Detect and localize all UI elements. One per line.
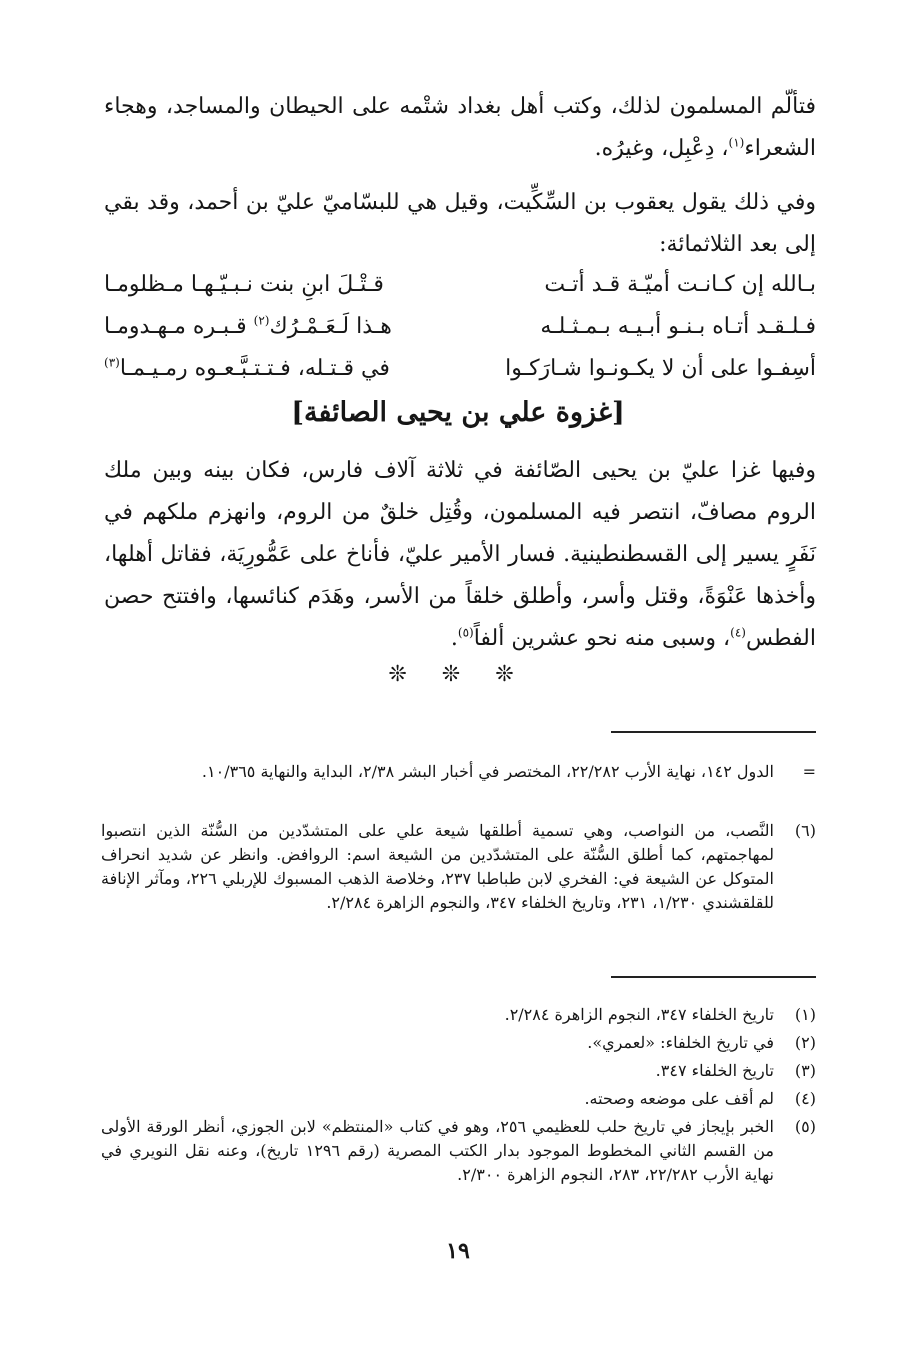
footnote-3-text: تاريخ الخلفاء ٣٤٧.: [655, 1061, 774, 1080]
verse-1-second-hemistich: [104, 272, 384, 297]
footnote-1-number: (١): [794, 1005, 816, 1024]
footnote-divider-top: [611, 731, 816, 733]
footnote-4-text: لم أقف على موضعه وصحته.: [584, 1089, 774, 1108]
paragraph-3-text: وفيها غزا عليّ بن يحيى الصّائفة في ثلاثة آلاف فارس، فكان بينه وبين ملك الروم مصافّ، انتصر فيه المسلمون، وقُتِل خلقٌ من الروم، وانهزم ملكهم في نَفَرٍ يسير إلى القسطنطينية. فسار الأمير عليّ، فأناخ على عَمُّورِيَة، فقاتل أهلها، وأخذها عَنْوَةً، وقتل وأسر، وأطلق خلقاً من الأسر، وهَدَم كنائسها، وافتتح حصن الفطس: [104, 458, 816, 651]
footnote-1: [101, 1003, 816, 1027]
verse-1-second-text: قـتْـلَ ابنِ بنت نـبـيّـهـا مـظلومـا: [104, 272, 384, 297]
footnote-1-text: تاريخ الخلفاء ٣٤٧، النجوم الزاهرة ٢/٢٨٤.: [504, 1005, 774, 1024]
verse-1-first-hemistich: بـالله إن كـانـت أميّـة قـد أتـت: [544, 272, 816, 297]
footnote-3-number: (٣): [794, 1061, 816, 1080]
footnote-divider: [611, 976, 816, 978]
footnote-4-number: (٤): [794, 1089, 816, 1108]
paragraph-3-mid: ، وسبى منه نحو عشرين ألفاً: [473, 626, 731, 651]
verse-2-second-end: قـبـره مـهـدومـا: [104, 314, 254, 339]
section-separator-stars: ❊ ❊ ❊: [388, 662, 528, 687]
footnote-6: [101, 819, 816, 915]
footnote-ref-2[interactable]: (٢): [253, 313, 270, 328]
footnote-2-text: في تاريخ الخلفاء: «لعمري».: [587, 1033, 774, 1052]
page-number: ١٩: [446, 1238, 470, 1264]
verse-2-first-hemistich: فـلـقـد أتـاه بـنـو أبـيـه بـمـثـلـه: [540, 314, 816, 339]
paragraph-2: [104, 182, 816, 266]
paragraph-1-end: ، دِعْبِل، وغيرُه.: [594, 136, 729, 161]
footnote-6-number: (٦): [794, 821, 816, 840]
footnote-ref-4[interactable]: (٤): [730, 625, 746, 640]
verse-3-second-text: في قـتـله، فـتـتـبَّـعـوه رمـيـمـا: [119, 356, 390, 381]
footnote-5-number: (٥): [794, 1117, 816, 1136]
verse-3-first-hemistich: أسِفـوا على أن لا يكـونـوا شـارَكـوا: [505, 356, 816, 381]
verse-line-3: [104, 356, 816, 396]
paragraph-3: [104, 450, 816, 660]
footnote-ref-1[interactable]: (١): [728, 135, 745, 150]
verse-line-2: [104, 314, 816, 354]
paragraph-1: [104, 86, 816, 170]
paragraph-2-text: وفي ذلك يقول يعقوب بن السِّكِّيت، وقيل هي للبسّاميّ عليّ بن أحمد، وقد بقي إلى بعد الثلاثمائة:: [104, 190, 816, 257]
verse-line-1: [104, 272, 816, 312]
footnote-2-number: (٢): [794, 1033, 816, 1052]
footnote-4: [101, 1087, 816, 1111]
footnote-ref-5[interactable]: (٥): [457, 625, 474, 640]
footnote-6-text: النَّصب، من النواصب، وهي تسمية أطلقها شيعة علي على المتشدّدين من السُّنّة الذين انتصبوا لمهاجمتهم، كما أطلق السُّنّة على المتشدّدين من الشيعة اسم: الروافض. وانظر عن شديد انحراف المتوكل عن الشيعة في: الفخري لابن طباطبا ٢٣٧، وخلاصة الذهب المسبوك للإربلي ٢٢٦، ومآثر الإنافة للقلقشندي ١/٢٣٠، ٢٣١، وتاريخ الخلفاء ٣٤٧، والنجوم الزاهرة ٢/٢٨٤.: [101, 821, 775, 912]
carried-footnote-marker: =: [802, 762, 816, 781]
footnote-3: [101, 1059, 816, 1083]
footnote-5-text: الخبر بإيجاز في تاريخ حلب للعظيمي ٢٥٦، وهو في كتاب «المنتظم» لابن الجوزي، أنظر الورقة الأولى من القسم الثاني المخطوط الموجود بدار الكتب المصرية (رقم ١٢٩٦ تاريخ)، وعنه نقل النويري في نهاية الأرب ٢٢/٢٨٢، ٢٨٣، النجوم الزاهرة ٢/٣٠٠.: [101, 1117, 775, 1184]
paragraph-3-end: .: [450, 626, 458, 651]
carried-footnote: [101, 760, 816, 784]
paragraph-1-text: فتألّم المسلمون لذلك، وكتب أهل بغداد شتْمه على الحيطان والمساجد، وهجاء الشعراء: [104, 94, 816, 161]
section-heading: [غزوة علي بن يحيى الصائفة]: [291, 397, 625, 428]
footnote-5: [101, 1115, 816, 1187]
verse-2-second-hemistich: [104, 314, 392, 339]
verse-2-second-text: هـذا لَـعَـمْـرُك: [269, 314, 392, 339]
footnote-2: [101, 1031, 816, 1055]
verse-3-second-hemistich: [104, 356, 390, 381]
footnote-ref-3[interactable]: (٣): [104, 355, 120, 370]
carried-footnote-text: الدول ١٤٢، نهاية الأرب ٢٢/٢٨٢، المختصر في أخبار البشر ٢/٣٨، البداية والنهاية ١٠/٣٦٥.: [201, 762, 774, 781]
